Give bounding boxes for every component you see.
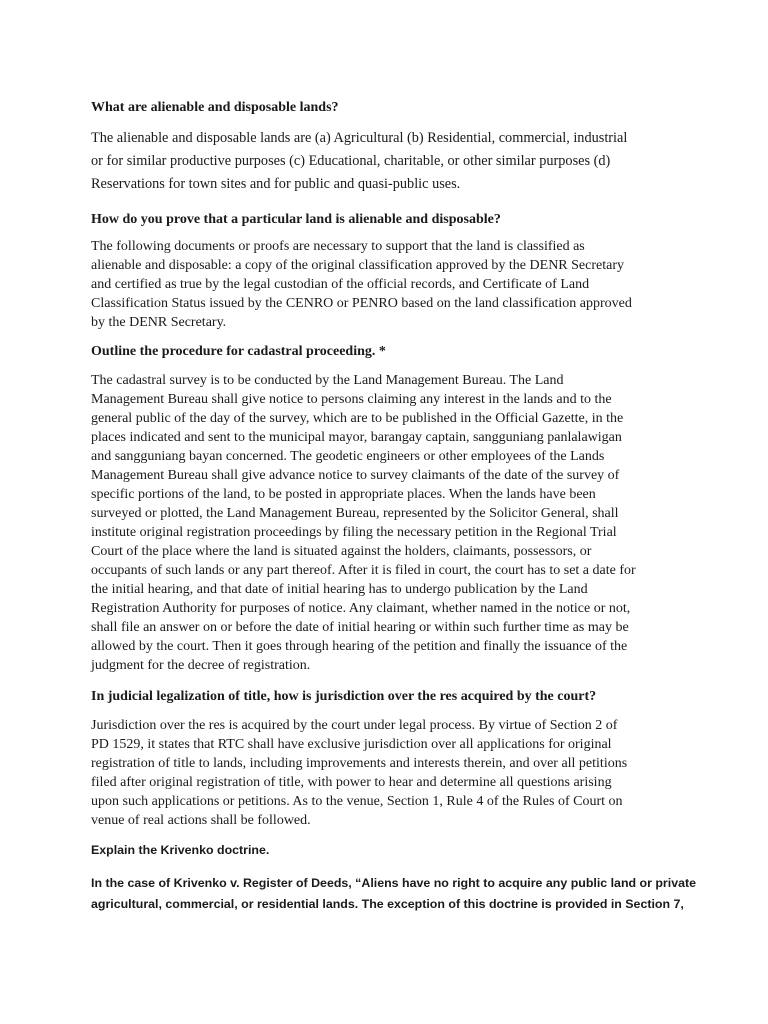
answer-line: The cadastral survey is to be conducted by the Land Management Bureau. The Land [91, 373, 564, 388]
answer-line: filed after original registration of title, with power to hear and determine all questions arising [91, 775, 612, 790]
answer-prove-alienable [91, 237, 677, 332]
answer-line: occupants of such lands or any part thereof. After it is filed in court, the court has to set a date for [91, 563, 636, 578]
answer-line: the initial hearing, and that date of initial hearing has to undergo publication by the Land [91, 582, 588, 597]
question-jurisdiction-res: In judicial legalization of title, how is jurisdiction over the res acquired by the court? [91, 689, 597, 704]
answer-line: The following documents or proofs are necessary to support that the land is classified as [91, 239, 585, 254]
answer-line: Reservations for town sites and for public and quasi-public uses. [91, 176, 461, 192]
question-alienable-lands: What are alienable and disposable lands? [91, 100, 339, 115]
answer-line: by the DENR Secretary. [91, 315, 227, 330]
answer-jurisdiction-res [91, 716, 677, 830]
answer-line: In the case of Krivenko v. Register of Deeds, “Aliens have no right to acquire any public land or private [91, 876, 696, 890]
answer-line: Management Bureau shall give advance notice to survey claimants of the date of the survey of [91, 468, 620, 483]
answer-line: and sangguniang bayan concerned. The geodetic engineers or other employees of the Lands [91, 449, 605, 464]
answer-line: institute original registration proceedings by filing the necessary petition in the Regional Trial [91, 525, 617, 540]
answer-line: registration of title to lands, including improvements and interests therein, and over all petitions [91, 756, 628, 771]
answer-cadastral-procedure [91, 371, 677, 675]
answer-alienable-lands [91, 127, 677, 196]
answer-line: places indicated and sent to the municipal mayor, barangay captain, sangguniang panlalawigan [91, 430, 622, 445]
answer-line: Registration Authority for purposes of notice. Any claimant, whether named in the notice or not, [91, 601, 631, 616]
answer-line: agricultural, commercial, or residential lands. The exception of this doctrine is provided in Section 7, [91, 897, 684, 911]
answer-line: upon such applications or petitions. As to the venue, Section 1, Rule 4 of the Rules of Court on [91, 794, 623, 809]
answer-line: shall file an answer on or before the date of initial hearing or within such further time as may be [91, 620, 629, 635]
question-prove-alienable: How do you prove that a particular land is alienable and disposable? [91, 212, 501, 227]
answer-line: surveyed or plotted, the Land Management Bureau, represented by the Solicitor General, shall [91, 506, 619, 521]
answer-line: judgment for the decree of registration. [91, 658, 311, 673]
answer-line: allowed by the court. Then it goes through hearing of the petition and finally the issuance of the [91, 639, 628, 654]
answer-line: Court of the place where the land is situated against the holders, claimants, possessors, or [91, 544, 592, 559]
answer-line: general public of the day of the survey, which are to be published in the Official Gazette, in the [91, 411, 624, 426]
answer-line: specific portions of the land, to be posted in appropriate places. When the lands have been [91, 487, 596, 502]
answer-line: and certified as true by the legal custodian of the official records, and Certificate of Land [91, 277, 590, 292]
answer-line: Jurisdiction over the res is acquired by the court under legal process. By virtue of Section 2 of [91, 718, 618, 733]
question-cadastral-procedure: Outline the procedure for cadastral proceeding. * [91, 344, 386, 359]
question-krivenko-doctrine: Explain the Krivenko doctrine. [91, 843, 270, 857]
answer-line: Classification Status issued by the CENRO or PENRO based on the land classification approved [91, 296, 632, 311]
answer-krivenko-doctrine [91, 873, 696, 915]
answer-line: or for similar productive purposes (c) Educational, charitable, or other similar purposes (d) [91, 153, 611, 169]
answer-line: Management Bureau shall give notice to persons claiming any interest in the lands and to the [91, 392, 612, 407]
answer-line: venue of real actions shall be followed. [91, 813, 311, 828]
document-page [91, 98, 696, 915]
answer-line: PD 1529, it states that RTC shall have exclusive jurisdiction over all applications for original [91, 737, 612, 752]
answer-line: The alienable and disposable lands are (a) Agricultural (b) Residential, commercial, industrial [91, 130, 628, 146]
answer-line: alienable and disposable: a copy of the original classification approved by the DENR Secretary [91, 258, 624, 273]
